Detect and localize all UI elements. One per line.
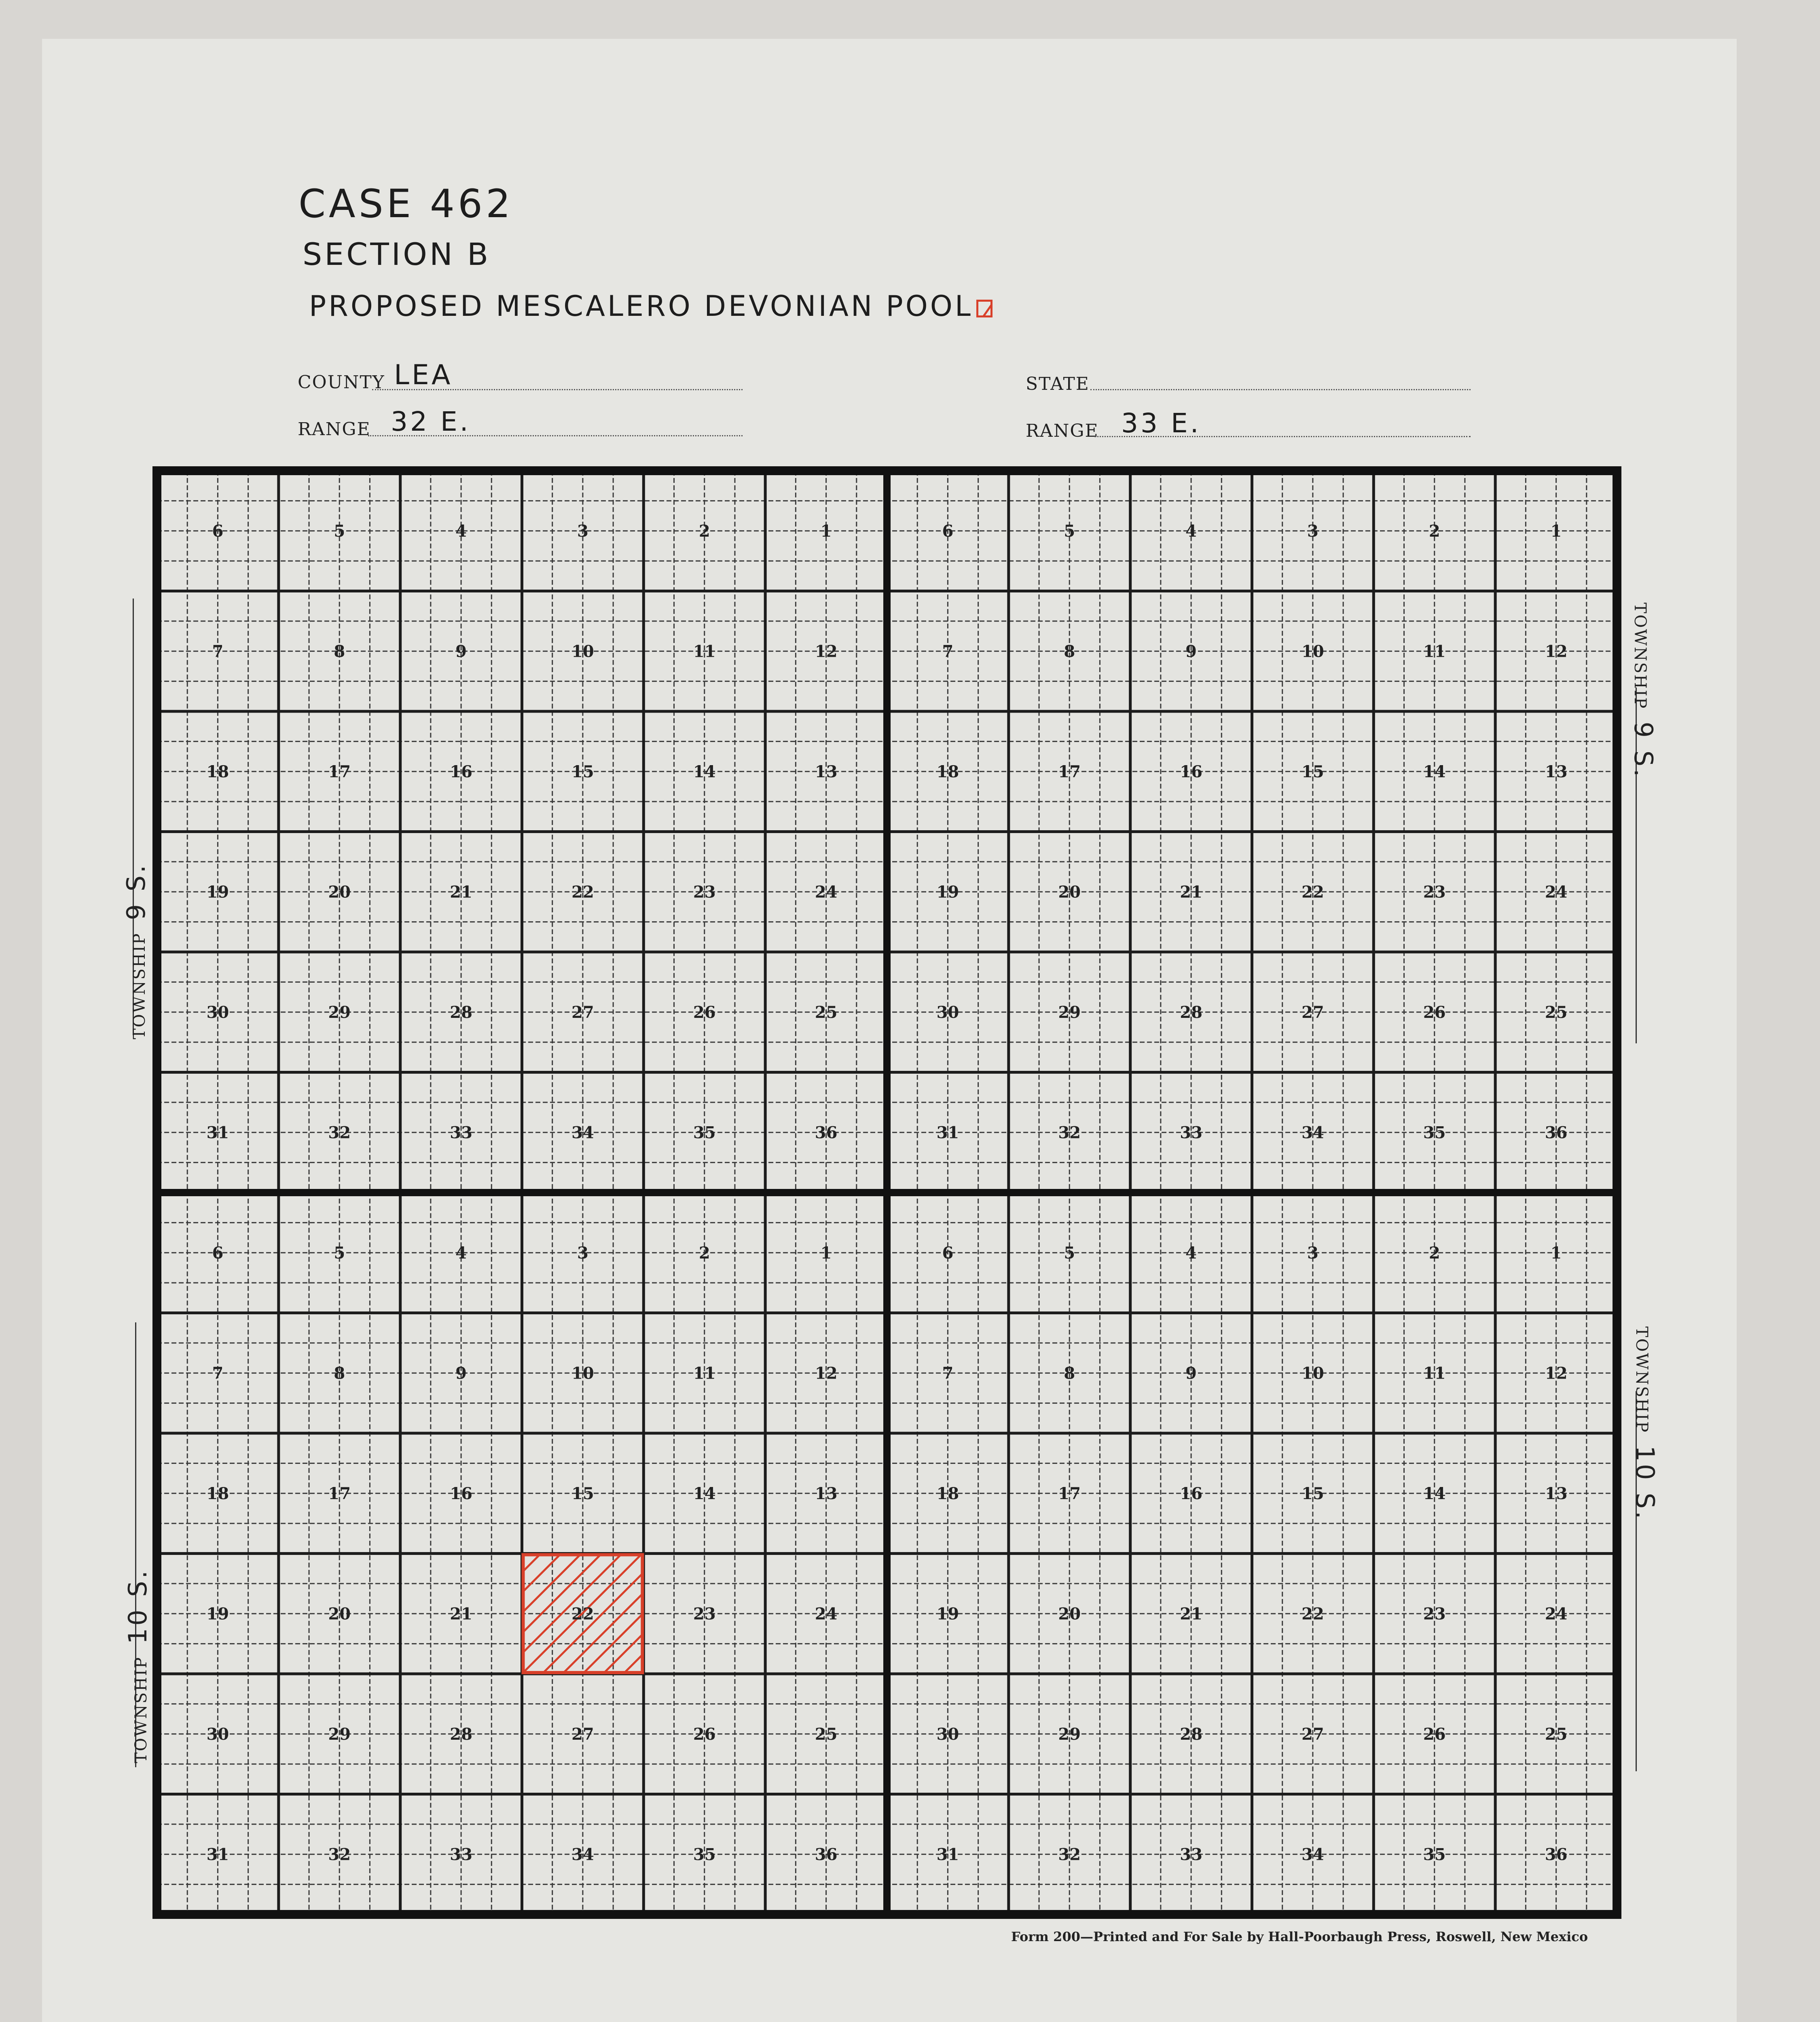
section-number: 22 [1302, 882, 1324, 902]
section-number: 7 [212, 642, 224, 661]
section-number: 18 [206, 1484, 229, 1503]
section-number: 10 [1302, 642, 1324, 661]
township-number: 9 S. [1629, 721, 1658, 779]
section-number: 31 [936, 1123, 959, 1142]
section-number: 15 [1302, 1484, 1324, 1503]
section-number: 35 [693, 1123, 716, 1142]
section-number: 13 [1545, 762, 1568, 781]
section-number: 32 [328, 1123, 351, 1142]
hatch-legend-icon [976, 300, 993, 317]
section-number: 8 [1064, 1364, 1075, 1383]
section-number: 18 [936, 1484, 959, 1503]
section-number: 26 [1423, 1003, 1446, 1022]
section-number: 5 [334, 1243, 345, 1263]
section-number: 23 [693, 882, 716, 902]
section-number: 9 [455, 1364, 467, 1383]
section-number: 20 [328, 882, 351, 902]
state-line [1090, 389, 1471, 390]
township-word: TOWNSHIP [132, 1656, 150, 1763]
section-number: 3 [1307, 521, 1318, 541]
section-number: 22 [1302, 1604, 1324, 1624]
section-number: 25 [815, 1724, 838, 1744]
section-number: 28 [450, 1724, 472, 1744]
form-footer: Form 200—Printed and For Sale by Hall-Poorbaugh Press, Roswell, New Mexico [1011, 1929, 1588, 1944]
section-number: 18 [206, 762, 229, 781]
section-number: 28 [450, 1003, 472, 1022]
section-number: 25 [1545, 1724, 1568, 1744]
township-word: TOWNSHIP [1632, 1326, 1651, 1434]
section-number: 33 [1180, 1845, 1202, 1864]
section-number: 29 [328, 1003, 351, 1022]
section-number: 33 [450, 1845, 472, 1864]
section-label: SECTION B [303, 236, 491, 272]
section-number: 24 [815, 1604, 838, 1624]
section-number: 30 [936, 1724, 959, 1744]
section-number: 19 [936, 882, 959, 902]
section-number: 32 [1058, 1123, 1081, 1142]
section-number: 2 [1428, 1243, 1440, 1263]
section-number: 10 [1302, 1364, 1324, 1383]
section-number: 4 [455, 1243, 467, 1263]
section-number: 22 [571, 1604, 594, 1624]
section-number: 1 [820, 1243, 832, 1263]
section-number: 26 [693, 1003, 716, 1022]
section-number: 4 [1185, 1243, 1197, 1263]
section-number: 16 [1180, 1484, 1202, 1503]
section-number: 27 [571, 1003, 594, 1022]
section-number: 15 [1302, 762, 1324, 781]
section-number: 27 [571, 1724, 594, 1744]
section-number: 20 [1058, 882, 1081, 902]
section-number: 24 [1545, 1604, 1568, 1624]
range-label-left: RANGE [298, 419, 371, 440]
section-number: 21 [450, 1604, 472, 1624]
section-number: 11 [1423, 1364, 1446, 1383]
section-number: 29 [1058, 1003, 1081, 1022]
section-number: 6 [942, 1243, 954, 1263]
section-number: 34 [1302, 1123, 1324, 1142]
section-number: 17 [328, 762, 351, 781]
section-number: 11 [1423, 642, 1446, 661]
section-number: 34 [1302, 1845, 1324, 1864]
section-number: 17 [1058, 762, 1081, 781]
section-number: 35 [1423, 1123, 1446, 1142]
section-number: 8 [1064, 642, 1075, 661]
section-number: 10 [571, 1364, 594, 1383]
section-number: 26 [693, 1724, 716, 1744]
pool-title [309, 290, 993, 323]
section-number: 22 [571, 882, 594, 902]
section-number: 7 [942, 1364, 954, 1383]
section-number: 33 [450, 1123, 472, 1142]
section-number: 35 [1423, 1845, 1446, 1864]
section-number: 13 [815, 1484, 838, 1503]
section-number: 1 [820, 521, 832, 541]
section-number: 4 [1185, 521, 1197, 541]
section-number: 34 [571, 1123, 594, 1142]
township-right-top [1629, 603, 1658, 779]
section-number: 2 [1428, 521, 1440, 541]
section-number: 14 [693, 762, 716, 781]
section-number: 28 [1180, 1003, 1202, 1022]
section-number: 12 [815, 642, 838, 661]
section-number: 6 [212, 1243, 224, 1263]
township-left-bottom [123, 1568, 152, 1763]
section-number: 32 [328, 1845, 351, 1864]
section-number: 35 [693, 1845, 716, 1864]
section-number: 34 [571, 1845, 594, 1864]
section-number: 18 [936, 762, 959, 781]
pool-name: PROPOSED MESCALERO DEVONIAN POOL [309, 290, 973, 323]
section-number: 32 [1058, 1845, 1081, 1864]
section-number: 20 [328, 1604, 351, 1624]
section-number: 12 [815, 1364, 838, 1383]
section-number: 14 [1423, 762, 1446, 781]
section-number: 14 [693, 1484, 716, 1503]
range-label-right: RANGE [1026, 421, 1099, 441]
section-number: 5 [1064, 1243, 1075, 1263]
section-number: 31 [206, 1123, 229, 1142]
section-number: 12 [1545, 1364, 1568, 1383]
section-number: 23 [1423, 882, 1446, 902]
section-number: 31 [936, 1845, 959, 1864]
section-number: 21 [1180, 882, 1202, 902]
section-number: 19 [206, 1604, 229, 1624]
section-number: 31 [206, 1845, 229, 1864]
section-number: 4 [455, 521, 467, 541]
range-value-left: 32 E. [391, 406, 471, 437]
section-number: 15 [571, 762, 594, 781]
section-number: 17 [328, 1484, 351, 1503]
section-number: 36 [815, 1123, 838, 1142]
section-number: 36 [1545, 1123, 1568, 1142]
section-number: 1 [1550, 1243, 1562, 1263]
section-number: 9 [1185, 642, 1197, 661]
section-number: 10 [571, 642, 594, 661]
section-number: 13 [815, 762, 838, 781]
section-number: 26 [1423, 1724, 1446, 1744]
section-number: 1 [1550, 521, 1562, 541]
section-number: 21 [1180, 1604, 1202, 1624]
county-value: LEA [394, 359, 453, 391]
section-number: 6 [212, 521, 224, 541]
county-label: COUNTY [298, 372, 385, 393]
section-number: 5 [334, 521, 345, 541]
section-number: 16 [450, 762, 472, 781]
section-number: 36 [1545, 1845, 1568, 1864]
section-number: 30 [206, 1003, 229, 1022]
section-number: 5 [1064, 521, 1075, 541]
section-number: 19 [206, 882, 229, 902]
section-number: 16 [450, 1484, 472, 1503]
township-number: 9 S. [121, 863, 151, 920]
section-number: 8 [334, 642, 345, 661]
township-left-top [121, 863, 151, 1039]
section-number: 25 [815, 1003, 838, 1022]
township-right-bottom [1630, 1326, 1660, 1521]
section-number: 7 [942, 642, 954, 661]
section-number: 14 [1423, 1484, 1446, 1503]
section-number: 11 [693, 642, 716, 661]
township-word: TOWNSHIP [130, 932, 149, 1039]
township-word: TOWNSHIP [1631, 603, 1649, 710]
section-number: 25 [1545, 1003, 1568, 1022]
section-number: 23 [693, 1604, 716, 1624]
section-number: 3 [577, 521, 588, 541]
section-number: 29 [1058, 1724, 1081, 1744]
section-number: 36 [815, 1845, 838, 1864]
section-number: 8 [334, 1364, 345, 1383]
section-number: 2 [698, 521, 710, 541]
section-number: 6 [942, 521, 954, 541]
township-number: 10 S. [1630, 1445, 1660, 1522]
section-number: 23 [1423, 1604, 1446, 1624]
section-number: 9 [1185, 1364, 1197, 1383]
section-number: 15 [571, 1484, 594, 1503]
section-number: 3 [1307, 1243, 1318, 1263]
section-number: 2 [698, 1243, 710, 1263]
section-number: 3 [577, 1243, 588, 1263]
section-number: 33 [1180, 1123, 1202, 1142]
section-number: 12 [1545, 642, 1568, 661]
section-number: 28 [1180, 1724, 1202, 1744]
range-value-right: 33 E. [1121, 408, 1201, 439]
section-number: 16 [1180, 762, 1202, 781]
section-number: 30 [936, 1003, 959, 1022]
case-number: CASE 462 [298, 181, 514, 226]
section-number: 24 [1545, 882, 1568, 902]
section-number: 27 [1302, 1724, 1324, 1744]
section-number: 29 [328, 1724, 351, 1744]
section-number: 27 [1302, 1003, 1324, 1022]
township-number: 10 S. [123, 1568, 152, 1644]
section-number: 17 [1058, 1484, 1081, 1503]
section-number: 19 [936, 1604, 959, 1624]
state-label: STATE [1026, 374, 1090, 394]
section-number: 9 [455, 642, 467, 661]
section-number: 13 [1545, 1484, 1568, 1503]
section-number: 30 [206, 1724, 229, 1744]
section-number: 21 [450, 882, 472, 902]
section-number: 20 [1058, 1604, 1081, 1624]
township-grid [151, 465, 1623, 1921]
section-number: 24 [815, 882, 838, 902]
section-number: 11 [693, 1364, 716, 1383]
section-number: 7 [212, 1364, 224, 1383]
